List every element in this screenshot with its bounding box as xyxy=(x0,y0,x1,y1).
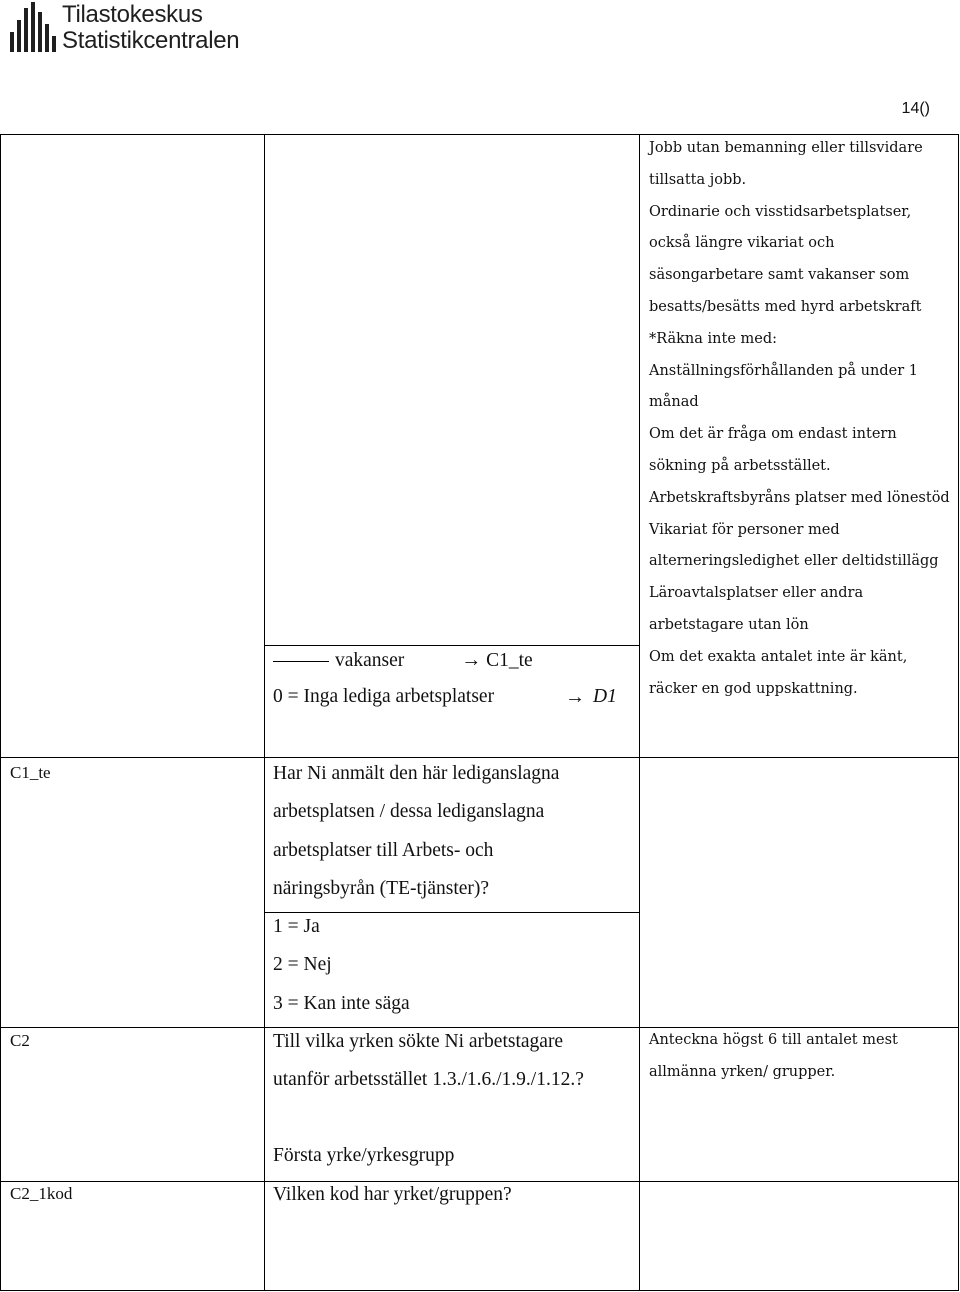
table-border-bottom xyxy=(0,1290,958,1291)
statistics-logo-icon xyxy=(10,2,56,54)
question-line: näringsbyrån (TE-tjänster)? xyxy=(273,877,490,899)
note-line: tillsatta jobb. xyxy=(649,171,747,188)
note-line: Vikariat för personer med xyxy=(649,521,840,538)
options-c1te xyxy=(273,908,633,1023)
table-border-left xyxy=(0,134,1,1291)
logo-wordmark xyxy=(62,2,239,54)
note-line: Om det är fråga om endast intern xyxy=(649,426,897,443)
arrow-right-icon: → xyxy=(565,686,585,708)
no-vacancies-label: 0 = Inga lediga arbetsplatser xyxy=(273,686,495,707)
vacancy-count-field[interactable] xyxy=(273,641,633,680)
vacancy-suffix: vakanser xyxy=(335,650,405,671)
note-line: också längre vikariat och xyxy=(649,235,835,252)
question-code-c2: C2 xyxy=(10,1031,30,1050)
note-line: räcker en god uppskattning. xyxy=(649,680,858,697)
logo-line-1: Tilastokeskus xyxy=(62,1,203,28)
question-code-c21kod: C2_1kod xyxy=(10,1184,73,1203)
question-line: arbetsplatser till Arbets- och xyxy=(273,839,494,861)
question-line: Har Ni anmält den här lediganslagna xyxy=(273,763,560,784)
note-line: Ordinarie och visstidsarbetsplatser, xyxy=(649,203,912,220)
note-line: Anställningsförhållanden på under 1 xyxy=(649,362,918,379)
note-line: allmänna yrken/ grupper. xyxy=(649,1063,836,1080)
question-line: utanför arbetsstället 1.3./1.6./1.9./1.12.? xyxy=(273,1069,584,1091)
notes-c2 xyxy=(649,1025,954,1089)
question-c2 xyxy=(273,1023,633,1100)
note-line: sökning på arbetsstället. xyxy=(649,457,831,474)
option-ja[interactable]: 1 = Ja xyxy=(273,916,320,937)
arrow-right-icon: → xyxy=(461,649,482,671)
note-line: Läroavtalsplatser eller andra xyxy=(649,585,864,602)
note-line: alterneringsledighet eller deltidstillägg xyxy=(649,553,939,570)
note-line: *Räkna inte med: xyxy=(649,330,778,347)
question-code-c1te: C1_te xyxy=(10,763,51,782)
question-line: Till vilka yrken sökte Ni arbetstagare xyxy=(273,1031,564,1052)
option-kan-inte-saga[interactable]: 3 = Kan inte säga xyxy=(273,992,410,1014)
note-line: besatts/besätts med hyrd arbetskraft xyxy=(649,298,922,315)
subheading-first-occupation: Första yrke/yrkesgrupp xyxy=(273,1145,455,1166)
page-number: 14() xyxy=(901,100,930,117)
skip-target-d1: D1 xyxy=(593,686,617,707)
note-line: månad xyxy=(649,394,699,411)
note-line: arbetstagare utan lön xyxy=(649,616,809,633)
row1-notes xyxy=(649,133,954,705)
note-line: Jobb utan bemanning eller tillsvidare xyxy=(649,140,923,156)
table-border-right xyxy=(958,134,959,1291)
no-vacancies-option[interactable] xyxy=(273,678,633,716)
column-divider-2 xyxy=(639,134,640,1291)
note-line: Arbetskraftsbyråns platser med lönestöd xyxy=(649,489,950,506)
vacancy-count-blank[interactable] xyxy=(273,661,329,662)
note-line: Om det exakta antalet inte är känt, xyxy=(649,648,908,665)
question-line: arbetsplatsen / dessa lediganslagna xyxy=(273,801,545,823)
question-c21kod: Vilken kod har yrket/gruppen? xyxy=(273,1184,512,1205)
column-divider-1 xyxy=(264,134,265,1291)
note-line: säsongarbetare samt vakanser som xyxy=(649,267,910,284)
skip-target-c1te: C1_te xyxy=(486,650,533,671)
note-line: Anteckna högst 6 till antalet mest xyxy=(649,1032,898,1048)
logo-line-2: Statistikcentralen xyxy=(62,27,240,54)
question-c1te xyxy=(273,755,633,908)
option-nej[interactable]: 2 = Nej xyxy=(273,954,332,976)
